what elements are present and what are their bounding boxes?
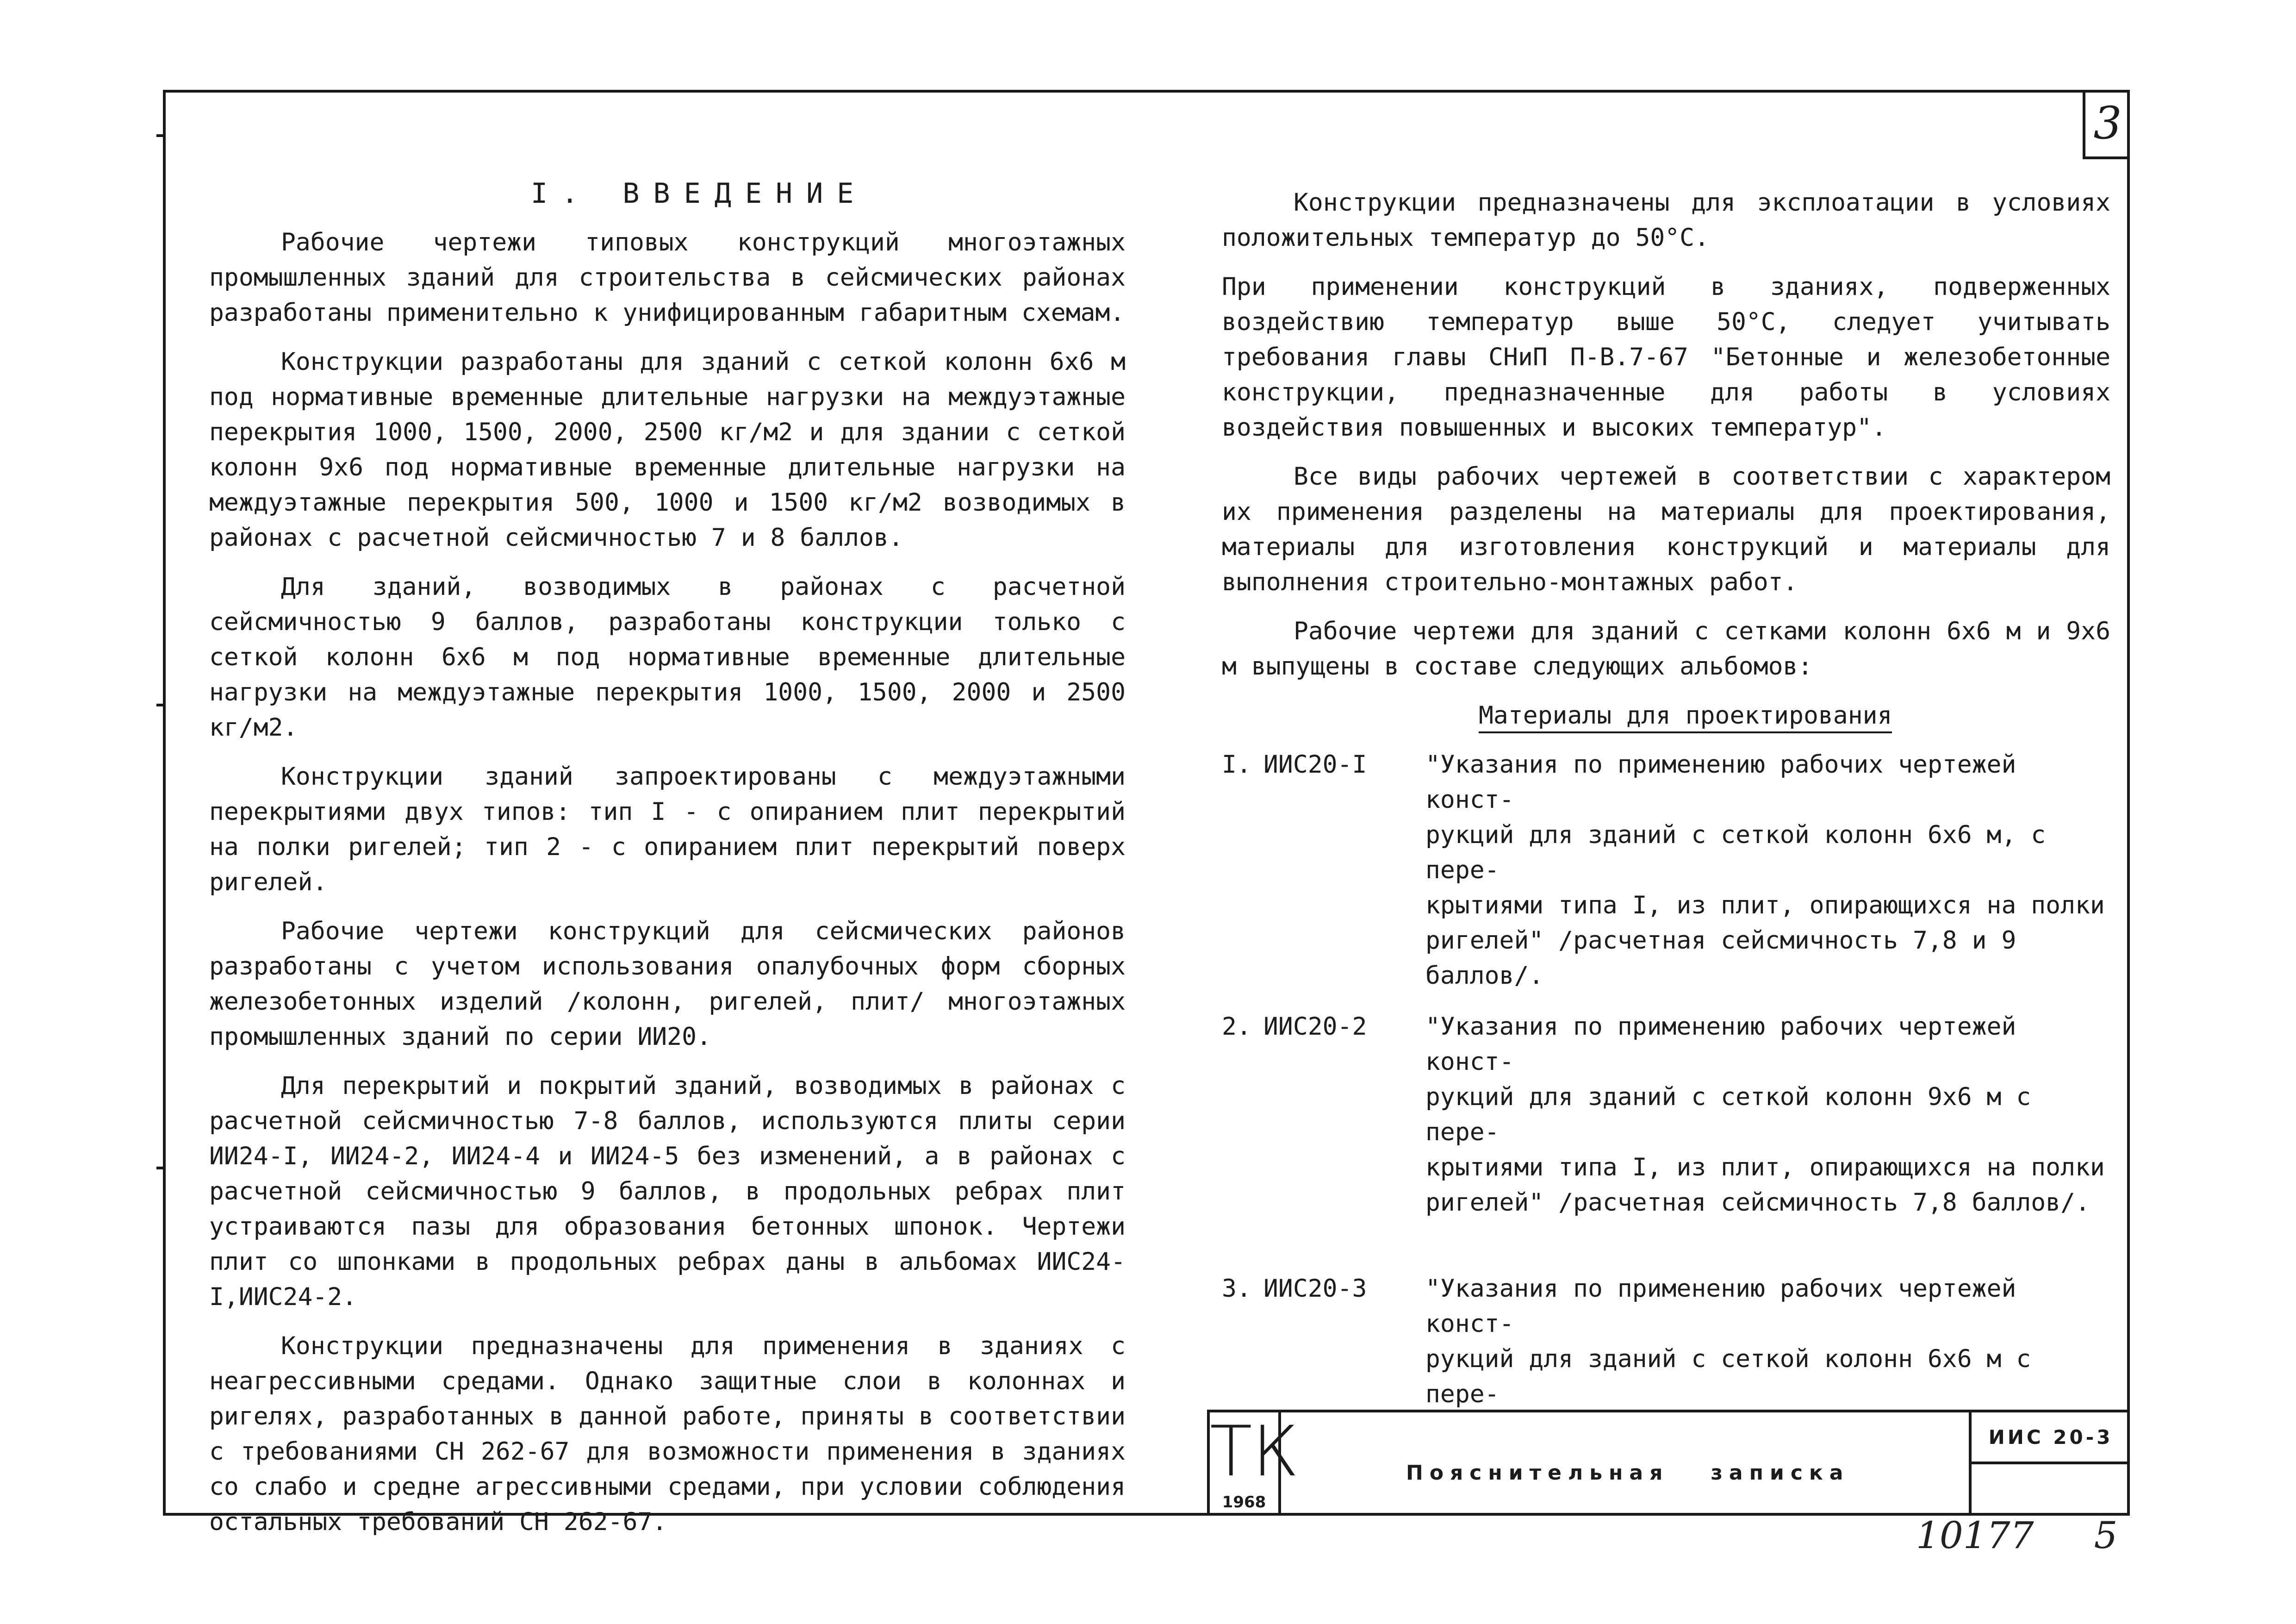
album-line: крытиями типа I, из плит, опирающихся на полки [1425,1153,2105,1181]
document-code: ИИС 20-3 [1972,1412,2130,1464]
paragraph: Для перекрытий и покрытий зданий, возводимых в районах с расчетной сейсмичностью 7-8 баллов, используются плиты серии ИИ24-I, ИИ24-2, ИИ24-4 и ИИ24-5 без изменений, а в районах с расчетной сейсмичностью 9 баллов, в продольных ребрах плит устраиваются пазы для образования бетонных шпонок. Чертежи плит со шпонками в продольных ребрах даны в альбомах ИИС24-I,ИИС24-2. [209,1072,1126,1311]
album-code: ИИС20-I [1263,750,1367,779]
inventory-number: 10177 [1916,1514,2034,1557]
album-code: ИИС20-3 [1263,1274,1367,1303]
paragraph: Рабочие чертежи для зданий с сетками колонн 6х6 м и 9х6 м выпущены в составе следующих альбомов: [1222,617,2110,681]
album-line: рукций для зданий с сеткой колонн 6х6 м с пере- [1425,1345,2031,1408]
sheet-number: 5 [2094,1514,2118,1557]
code-cell [1969,1412,2130,1516]
album-line: "Указания по применению рабочих чертежей конст- [1425,1274,2016,1338]
right-column [1222,185,2110,1428]
document-title [1406,1461,1891,1485]
binding-tick [156,1167,164,1169]
album-entry [1222,747,2110,993]
left-column [209,176,1126,1554]
paragraph: Конструкции предназначены для эксплоатации в условиях положительных температур до 50°С. [1222,188,2110,252]
album-entry [1222,1009,2110,1220]
album-code: ИИС20-2 [1263,1012,1367,1041]
inventory-mark [1916,1514,2117,1557]
paragraph: Рабочие чертежи конструкций для сейсмических районов разработаны с учетом использования опалубочных форм сборных железобетонных изделий /колонн, ригелей, плит/ многоэтажных промышленных зданий по серии ИИ20. [209,917,1126,1051]
paragraph: Для зданий, возводимых в районах с расчетной сейсмичностью 9 баллов, разработаны конструкции только с сеткой колонн 6х6 м под нормативные временные длительные нагрузки на междуэтажные перекрытия 1000, 1500, 2000 и 2500 кг/м2. [209,573,1126,742]
publisher-logo [1207,1412,1299,1516]
title-word: записка [1711,1461,1850,1485]
album-description [1425,747,2110,993]
album-line: ригелей" /расчетная сейсмичность 7,8 и 9 баллов/. [1425,926,2016,990]
album-description [1425,1009,2110,1220]
title-word: Пояснительная [1406,1461,1669,1485]
album-line: рукций для зданий с сеткой колонн 9х6 м с пере- [1425,1083,2031,1146]
album-line: "Указания по применению рабочих чертежей конст- [1425,750,2016,814]
paragraph: Конструкции зданий запроектированы с междуэтажными перекрытиями двух типов: тип I - с опиранием плит перекрытий на полки ригелей; тип 2 - с опиранием плит перекрытий поверх ригелей. [209,762,1126,896]
album-line: ригелей" /расчетная сейсмичность 7,8 баллов/. [1425,1188,2090,1217]
album-number: I. [1222,750,1251,779]
paragraph: При применении конструкций в зданиях, подверженных воздействию температур выше 50°С, следует учитывать требования главы СНиП П-В.7-67 "Бетонные и железобетонные конструкции, предназначенные для работы в условиях воздействия повышенных и высоких температур". [1222,273,2110,442]
album-line: рукций для зданий с сеткой колонн 6х6 м, с пере- [1425,821,2046,884]
paragraph: Все виды рабочих чертежей в соответствии с характером их применения разделены на материалы для проектирования, материалы для изготовления конструкций и материалы для выполнения строительно-монтажных работ. [1222,462,2110,596]
binding-tick [156,704,164,706]
subheading [1222,698,2110,733]
binding-tick [156,134,164,137]
paragraph: Конструкции разработаны для зданий с сеткой колонн 6х6 м под нормативные временные длительные нагрузки на междуэтажные перекрытия 1000, 1500, 2000, 2500 кг/м2 и для здании с сеткой колонн 9х6 под нормативные временные длительные нагрузки на междуэтажные перекрытия 500, 1000 и 1500 кг/м2 возводимых в районах с расчетной сейсмичностью 7 и 8 баллов. [209,348,1126,552]
section-heading: I. ВВЕДЕНИЕ [531,177,868,210]
paragraph: Рабочие чертежи типовых конструкций многоэтажных промышленных зданий для строительства в сейсмических районах разработаны применительно к унифицированным габаритным схемам. [209,228,1126,327]
album-number: 2. [1222,1012,1251,1041]
album-entry [1222,1271,2110,1412]
album-line: крытиями типа I, из плит, опирающихся на полки [1425,891,2105,919]
subheading-text: Материалы для проектирования [1479,701,1892,733]
paragraph: Конструкции предназначены для применения в зданиях с неагрессивными средами. Однако защитные слои в колоннах и ригелях, разработанных в данной работе, приняты в соответствии с требованиями СН 262-67 для возможности применения в зданиях со слабо и средне агрессивными средами, при условии соблюдения остальных требований СН 262-67. [209,1332,1126,1536]
title-block [1207,1410,2130,1516]
album-number: 3. [1222,1274,1251,1303]
album-description [1425,1271,2110,1412]
logo-year: 1968 [1222,1493,1266,1512]
page-number: 3 [2083,90,2130,159]
logo-letters: ТК [1210,1412,1299,1492]
album-line: "Указания по применению рабочих чертежей конст- [1425,1012,2016,1076]
